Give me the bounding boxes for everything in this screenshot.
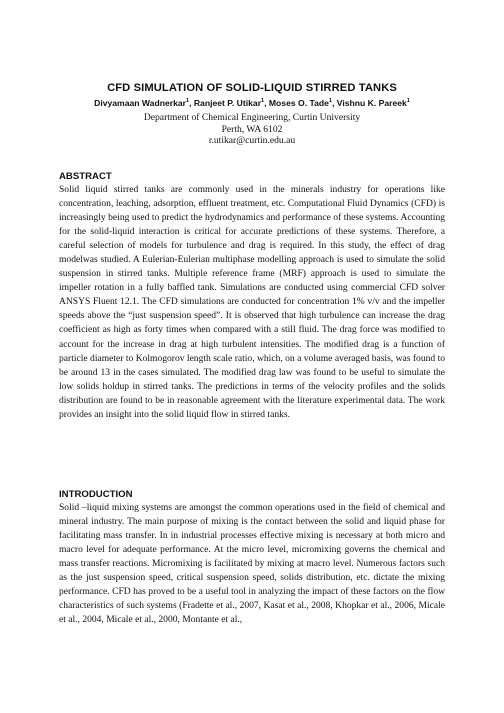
affiliation-block [0, 112, 504, 147]
author-affiliation-mark: 1 [261, 98, 265, 105]
author-name: Ranjeet P. Utikar [193, 98, 262, 108]
abstract-heading: ABSTRACT [59, 171, 112, 182]
paper-title: CFD SIMULATION OF SOLID-LIQUID STIRRED TANKS [107, 82, 397, 94]
author-affiliation-mark: 1 [328, 98, 332, 105]
introduction-heading: INTRODUCTION [59, 489, 133, 500]
author-email: r.utikar@curtin.edu.au [208, 135, 296, 146]
author-name: Moses O. Tade [268, 98, 329, 108]
author-list: Divyamaan Wadnerkar$^1$, Ranjeet P. Utikar$^1$, Moses O. Tade$^1$, Vishnu K. Pareek$^1$ [94, 98, 410, 108]
author-affiliation-mark: 1 [406, 98, 410, 105]
affiliation-location: Perth, WA 6102 [221, 123, 283, 135]
introduction-text: Solid –liquid mixing systems are amongst the common operations used in the field of chemical and mineral industry. The main purpose of mixing is the contact between the solid and liquid phase for facilitating mass transfer. In in industrial processes effective mixing is necessary at both micro and macro level for adequate performance. At the micro level, micromixing governs the chemical and mass transfer reactions. Micromixing is facilitated by mixing at macro level. Numerous factors such as the just suspension speed, critical suspension speed, solids distribution, etc. dictate the mixing performance. CFD has proved to be a useful tool in analyzing the impact of these factors on the flow characteristics of such systems (Fradette et al., 2007, Kasat et al., 2008, Khopkar et al., 2006, Micale et al., 2004, Micale et al., 2000, Montante et al., [59, 502, 445, 626]
author-name: Vishnu K. Pareek [336, 98, 407, 108]
author-affiliation-mark: 1 [186, 98, 190, 105]
affiliation-department: Department of Chemical Engineering, Curtin University [143, 112, 361, 123]
author-name: Divyamaan Wadnerkar [94, 98, 186, 108]
abstract-text: Solid liquid stirred tanks are commonly used in the minerals industry for operations like concentration, leaching, adsorption, effluent treatment, etc. Computational Fluid Dynamics (CFD) is increasingly being used to predict the hydrodynamics and performance of these systems. Accounting for the solid-liquid interaction is critical for accurate predictions of these systems. Therefore, a careful selection of models for turbulence and drag is required. In this study, the effect of drag modelwas studied. A Eulerian-Eulerian multiphase modelling approach is used to simulate the solid suspension in stirred tanks. Multiple reference frame (MRF) approach is used to simulate the impeller rotation in a fully baffled tank. Simulations are conducted using commercial CFD solver ANSYS Fluent 12.1. The CFD simulations are conducted for concentration 1% v/v and the impeller speeds above the “just suspension speed”. It is observed that high turbulence can increase the drag coefficient as high as forty times when compared with a still fluid. The drag force was modified to account for the increase in drag at high turbulent intensities. The modified drag is a function of particle diameter to Kolmogorov length scale ratio, which, on a volume averaged basis, was found to be around 13 in the cases simulated. The modified drag law was found to be useful to simulate the low solids holdup in stirred tanks. The predictions in terms of the velocity profiles and the solids distribution are found to be in reasonable agreement with the literature experimental data. The work provides an insight into the solid liquid flow in stirred tanks. [59, 184, 445, 420]
